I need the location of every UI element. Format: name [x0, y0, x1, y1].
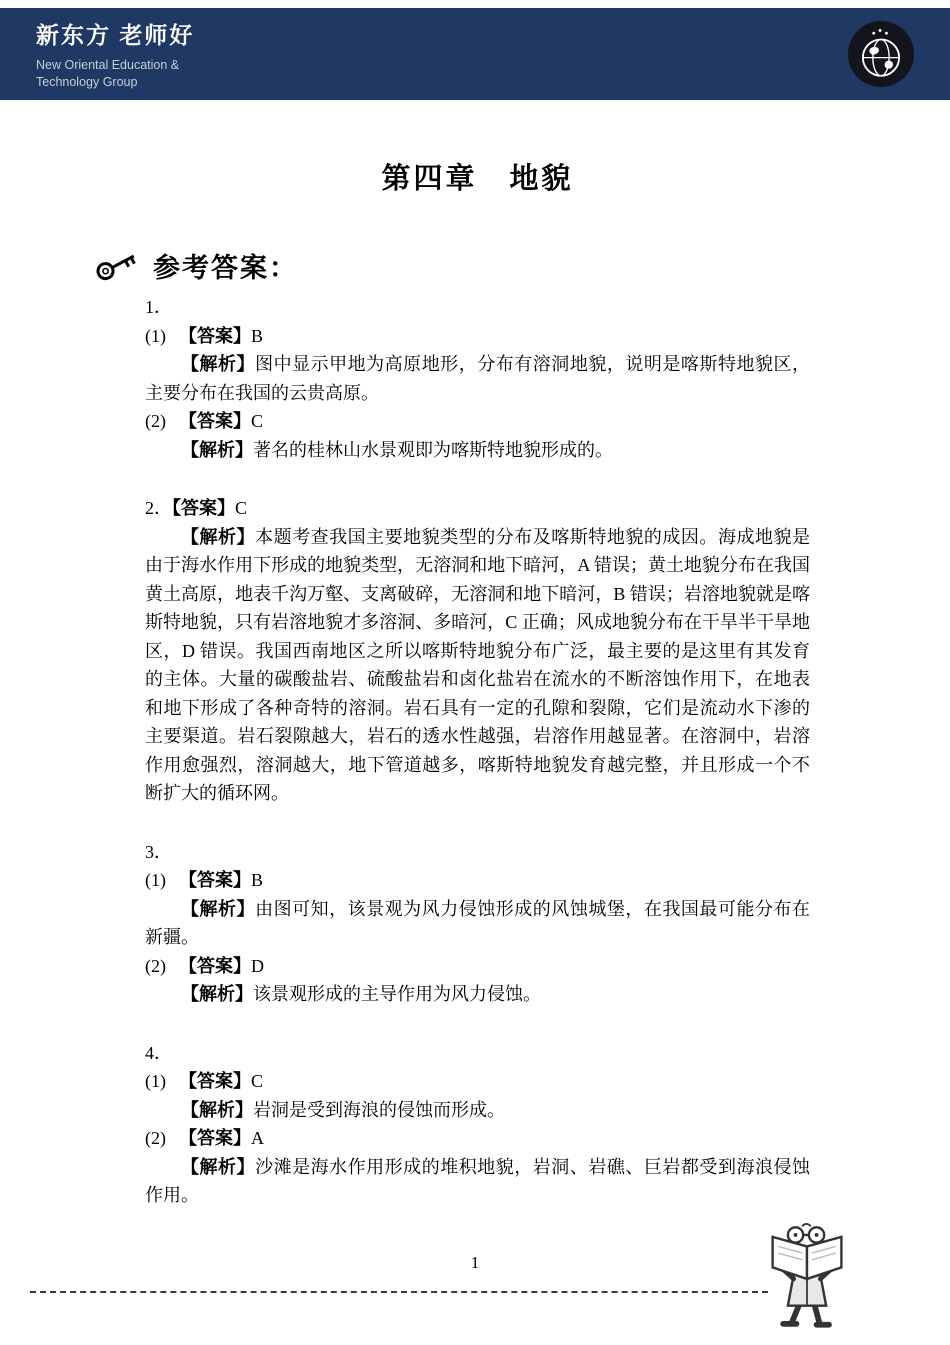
answers-section-title: 参考答案：	[153, 252, 298, 283]
answer-line	[145, 322, 810, 351]
analysis-label: 【解析】	[181, 898, 256, 919]
answer-item-2	[145, 494, 810, 808]
answer-line	[145, 1124, 810, 1153]
analysis-text: 由图可知，该景观为风力侵蚀形成的风蚀城堡，在我国最可能分布在新疆。	[145, 898, 810, 947]
answer-value: A	[251, 1128, 264, 1148]
answer-label: 【答案】	[179, 870, 251, 890]
analysis-text: 该景观形成的主导作用为风力侵蚀。	[253, 984, 541, 1004]
answer-label: 【答案】	[172, 498, 235, 518]
part-label: (2)	[145, 411, 166, 431]
chapter-title: 第四章 地貌	[381, 163, 574, 195]
globe-icon	[848, 21, 914, 87]
answers-section-heading	[93, 243, 810, 287]
analysis-paragraph	[145, 980, 810, 1009]
analysis-label: 【解析】	[181, 1099, 253, 1120]
brand-title: 新东方 老师好	[36, 22, 195, 48]
analysis-paragraph	[145, 1096, 810, 1125]
answer-line	[145, 494, 810, 523]
answer-line	[145, 1067, 810, 1096]
analysis-text: 岩洞是受到海浪的侵蚀而形成。	[253, 1099, 505, 1120]
brand-logo	[36, 17, 194, 91]
question-number: 2．	[145, 498, 172, 518]
page-number: 1	[470, 1253, 480, 1272]
answer-value: C	[251, 411, 264, 431]
analysis-text: 著名的桂林山水景观即为喀斯特地貌形成的。	[253, 439, 613, 460]
key-icon	[93, 243, 141, 287]
mascot-illustration	[764, 1221, 850, 1333]
part-label: (1)	[145, 325, 166, 346]
analysis-paragraph	[145, 350, 810, 407]
analysis-label: 【解析】	[181, 439, 253, 460]
question-number: 4．	[145, 1042, 172, 1063]
analysis-paragraph	[145, 895, 810, 952]
answer-value: C	[235, 498, 248, 518]
answer-value: B	[251, 325, 264, 346]
answer-item-4	[145, 1039, 810, 1210]
analysis-paragraph	[145, 523, 810, 808]
top-margin	[0, 0, 950, 8]
footer-divider	[30, 1291, 768, 1293]
answer-line	[145, 407, 810, 436]
answer-item-1	[145, 293, 810, 464]
analysis-label: 【解析】	[181, 1156, 256, 1177]
part-label: (2)	[145, 955, 166, 976]
answer-label: 【答案】	[179, 1071, 251, 1091]
answer-label: 【答案】	[179, 1128, 251, 1148]
answer-value: D	[251, 955, 264, 976]
analysis-text: 本题考查我国主要地貌类型的分布及喀斯特地貌的成因。海成地貌是由于海水作用下形成的地貌类型，无溶洞和地下暗河，A 错误；黄土地貌分布在我国黄土高原，地表千沟万壑、支离破碎，无溶洞和地下暗河，B 错误；岩溶地貌就是喀斯特地貌，只有岩溶地貌才多溶洞、多暗河，C 正确；风成地貌分布在干旱半干旱地区，D 错误。我国西南地区之所以喀斯特地貌分布广泛，最主要的是这里有其发育的主体。大量的碳酸盐岩、硫酸盐岩和卤化盐岩在流水的不断溶蚀作用下，在地表和地下形成了各种奇特的溶洞。岩石具有一定的孔隙和裂隙，它们是流动水下渗的主要渠道。岩石裂隙越大，岩石的透水性越强，岩溶作用越显著。在溶洞中，岩溶作用愈强烈，溶洞越大，地下管道越多，喀斯特地貌发育越完整，并且形成一个不断扩大的循环网。	[145, 526, 810, 803]
brand-subtitle-line2: Technology Group	[36, 75, 138, 89]
analysis-text: 图中显示甲地为高原地形，分布有溶洞地貌，说明是喀斯特地貌区，主要分布在我国的云贵高原。	[145, 354, 810, 403]
analysis-paragraph	[145, 436, 810, 465]
answer-line	[145, 952, 810, 981]
part-label: (2)	[145, 1128, 166, 1148]
analysis-label: 【解析】	[181, 526, 256, 547]
question-number: 3．	[145, 841, 172, 862]
answer-item-3	[145, 838, 810, 1009]
analysis-label: 【解析】	[181, 984, 253, 1004]
answer-value: B	[251, 870, 264, 890]
part-label: (1)	[145, 1071, 166, 1091]
answer-label: 【答案】	[179, 325, 251, 346]
answer-value: C	[251, 1071, 264, 1091]
part-label: (1)	[145, 870, 166, 890]
brand-subtitle-line1: New Oriental Education &	[36, 58, 180, 72]
document-page	[0, 156, 950, 1210]
analysis-paragraph	[145, 1153, 810, 1210]
analysis-text: 沙滩是海水作用形成的堆积地貌，岩洞、岩礁、巨岩都受到海浪侵蚀作用。	[145, 1156, 810, 1205]
header-bar	[0, 8, 950, 100]
analysis-label: 【解析】	[181, 354, 256, 374]
answer-line	[145, 866, 810, 895]
answer-label: 【答案】	[179, 955, 251, 976]
answer-label: 【答案】	[179, 411, 251, 431]
question-number: 1．	[145, 297, 172, 317]
